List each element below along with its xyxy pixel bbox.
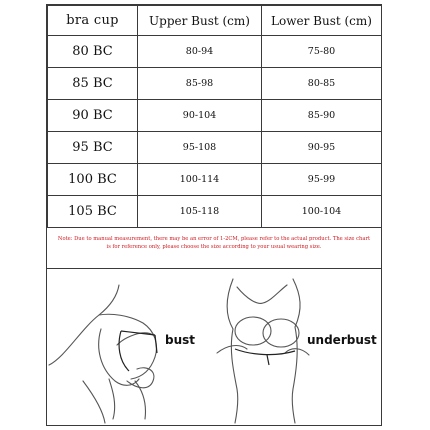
cell-upper: 90-104 xyxy=(138,100,262,132)
table-row xyxy=(48,164,382,196)
header-lower-bust: Lower Bust (cm) xyxy=(262,6,382,36)
cell-lower: 80-85 xyxy=(262,68,382,100)
table-header-row xyxy=(48,6,382,36)
size-table xyxy=(47,5,382,228)
cell-cup: 100 BC xyxy=(48,164,138,196)
table-row xyxy=(48,196,382,228)
size-chart xyxy=(46,4,382,426)
cell-cup: 80 BC xyxy=(48,36,138,68)
bust-measurement-figure-icon xyxy=(49,285,157,423)
measurement-illustrations xyxy=(47,269,381,425)
cell-upper: 100-114 xyxy=(138,164,262,196)
table-row xyxy=(48,100,382,132)
cell-upper: 85-98 xyxy=(138,68,262,100)
cell-upper: 105-118 xyxy=(138,196,262,228)
figures-svg xyxy=(47,269,381,425)
table-row xyxy=(48,132,382,164)
cell-lower: 85-90 xyxy=(262,100,382,132)
cell-lower: 75-80 xyxy=(262,36,382,68)
cell-cup: 85 BC xyxy=(48,68,138,100)
cell-cup: 90 BC xyxy=(48,100,138,132)
header-upper-bust: Upper Bust (cm) xyxy=(138,6,262,36)
cell-upper: 80-94 xyxy=(138,36,262,68)
header-bra-cup: bra cup xyxy=(48,6,138,36)
bust-label: bust xyxy=(165,333,196,347)
cell-lower: 95-99 xyxy=(262,164,382,196)
underbust-measurement-figure-icon xyxy=(217,279,309,423)
cell-lower: 100-104 xyxy=(262,196,382,228)
table-row xyxy=(48,36,382,68)
cell-cup: 105 BC xyxy=(48,196,138,228)
measurement-note: Note: Due to manual measurement, there may be an error of 1-2CM, please refer to the actual product. The size chart is for reference only, please choose the size according to your usual wearing size. xyxy=(47,231,381,269)
underbust-label: underbust xyxy=(307,333,377,347)
cell-upper: 95-108 xyxy=(138,132,262,164)
cell-cup: 95 BC xyxy=(48,132,138,164)
cell-lower: 90-95 xyxy=(262,132,382,164)
table-row xyxy=(48,68,382,100)
